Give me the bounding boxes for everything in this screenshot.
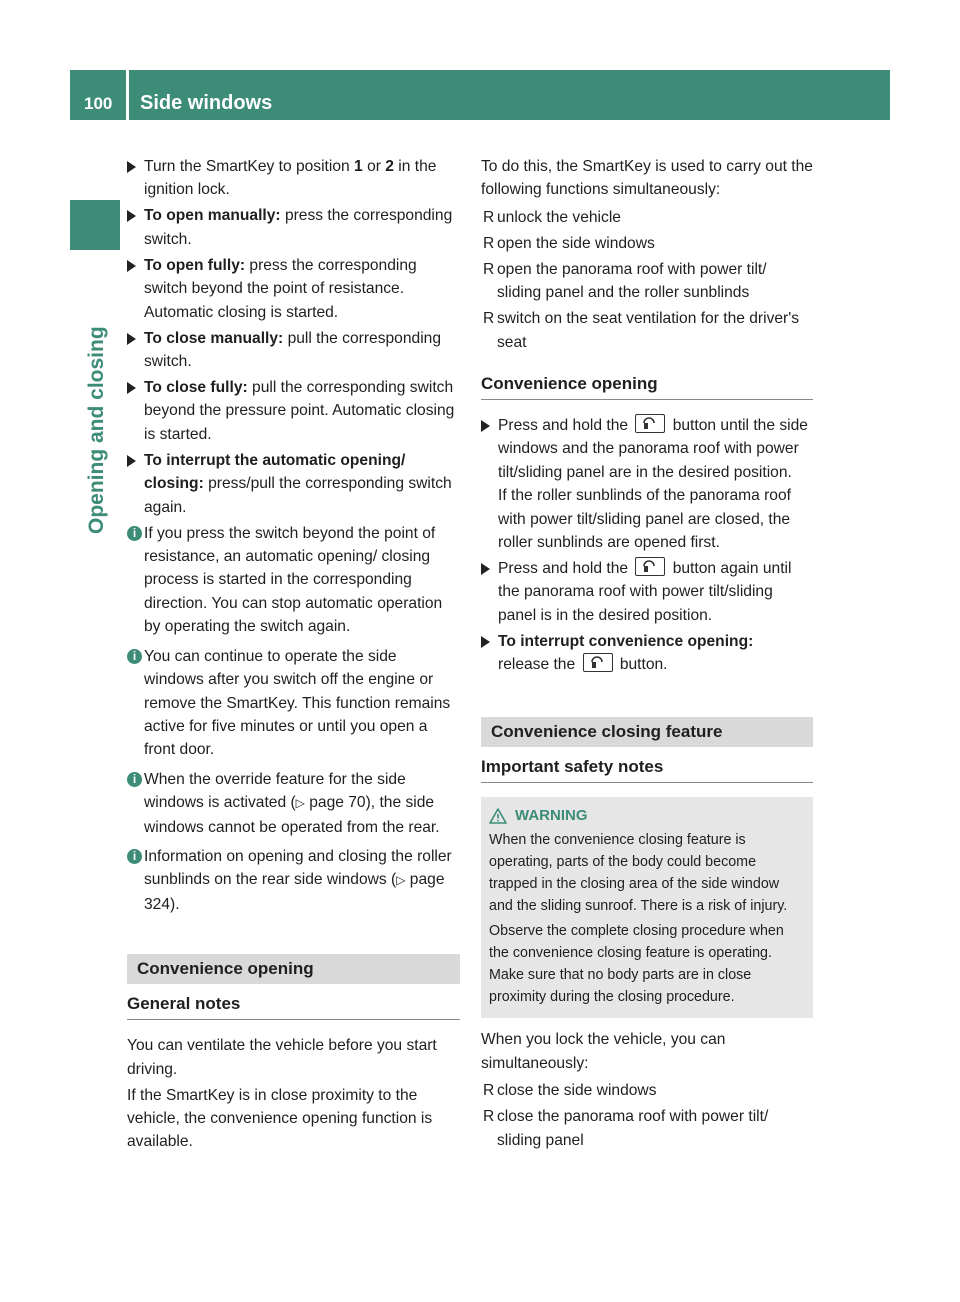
step-arrow-icon <box>127 260 136 272</box>
list-item: R open the panorama roof with power tilt/ sliding panel and the roller sunblinds <box>481 258 813 305</box>
sub-heading: Convenience opening <box>481 372 813 400</box>
step-close-manually: To close manually: pull the corresponding switch. <box>127 327 460 374</box>
side-tab-text: Opening and closing <box>85 326 108 534</box>
unlock-button-icon <box>583 653 613 672</box>
paragraph: You can ventilate the vehicle before you start driving. <box>127 1037 437 1078</box>
warning-text: Observe the complete closing procedure when the convenience closing feature is operating. Make sure that no body parts are in close proximity during the closing procedure. <box>489 922 784 1005</box>
sub-heading: General notes <box>127 992 460 1020</box>
info-icon: i <box>127 849 142 864</box>
page-ref-arrow-icon: ▷ <box>396 873 406 888</box>
step-arrow-icon <box>481 636 490 648</box>
section-title: Side windows <box>140 92 273 114</box>
info-note: i You can continue to operate the side windows after you switch off the engine or remove the SmartKey. This function remains active for five minutes or until you open a front door. <box>127 645 460 762</box>
bullet-marker: R <box>483 1082 495 1100</box>
step-press-hold: Press and hold the button until the side windows and the panorama roof with power tilt/sliding panel are in the desired position. If the roller sunblinds of the panorama roof with power tilt/sliding panel are closed, the roller sunblinds are opened first. <box>481 414 813 554</box>
info-note: i When the override feature for the side windows is activated (▷ page 70), the side windows cannot be operated from the rear. <box>127 768 460 839</box>
info-note: i If you press the switch beyond the point of resistance, an automatic opening/ closing process is started in the corresponding direction. You can stop automatic operation by operating the switch again. <box>127 522 460 639</box>
page-ref-arrow-icon: ▷ <box>295 796 305 811</box>
list-item: R close the panorama roof with power tilt/ sliding panel <box>481 1105 813 1152</box>
header-separator <box>126 70 129 120</box>
side-tab-block <box>70 200 120 250</box>
warning-triangle-icon <box>489 808 507 824</box>
bullet-marker: R <box>483 260 495 278</box>
step-arrow-icon <box>127 333 136 345</box>
step-open-manually: To open manually: press the corresponding switch. <box>127 204 460 251</box>
step-press-hold-again: Press and hold the button again until the panorama roof with power tilt/sliding panel is in the desired position. <box>481 557 813 627</box>
step-close-fully: To close fully: pull the corresponding switch beyond the pressure point. Automatic closing is started. <box>127 376 460 446</box>
sub-heading: Important safety notes <box>481 755 813 783</box>
list-item: R unlock the vehicle <box>481 206 813 229</box>
warning-text: When the convenience closing feature is operating, parts of the body could become trapped in the closing area of the side window and the sliding sunroof. There is a risk of injury. <box>489 831 788 914</box>
bullet-marker: R <box>483 234 495 252</box>
info-icon: i <box>127 649 142 664</box>
info-icon: i <box>127 772 142 787</box>
unlock-button-icon <box>635 414 665 433</box>
step-arrow-icon <box>127 382 136 394</box>
step-arrow-icon <box>481 420 490 432</box>
section-heading: Convenience opening <box>127 954 460 984</box>
step-arrow-icon <box>127 455 136 467</box>
left-column <box>127 155 460 1156</box>
step-interrupt: To interrupt the automatic opening/ closing: press/pull the corresponding switch again. <box>127 449 460 519</box>
bullet-list <box>481 1079 813 1152</box>
bullet-marker: R <box>483 1108 495 1126</box>
list-item: R open the side windows <box>481 232 813 255</box>
page-number: 100 <box>84 94 113 113</box>
unlock-button-icon <box>635 557 665 576</box>
step-arrow-icon <box>127 210 136 222</box>
right-column <box>481 155 813 1155</box>
list-item: R close the side windows <box>481 1079 813 1102</box>
step-turn-key: Turn the SmartKey to position 1 or 2 in the ignition lock. <box>127 155 460 202</box>
step-arrow-icon <box>127 161 136 173</box>
paragraph: When you lock the vehicle, you can simultaneously: <box>481 1031 726 1072</box>
step-open-fully: To open fully: press the corresponding switch beyond the point of resistance. Automatic closing is started. <box>127 254 460 324</box>
info-icon: i <box>127 526 142 541</box>
info-note: i Information on opening and closing the roller sunblinds on the rear side windows (▷ page 324). <box>127 845 460 916</box>
bullet-marker: R <box>483 208 495 226</box>
paragraph: To do this, the SmartKey is used to carry out the following functions simultaneously: <box>481 158 813 199</box>
side-tab-label <box>82 326 112 626</box>
warning-box <box>481 797 813 1019</box>
step-arrow-icon <box>481 563 490 575</box>
bullet-marker: R <box>483 310 495 328</box>
section-heading: Convenience closing feature <box>481 717 813 747</box>
step-interrupt-convenience: To interrupt convenience opening: release the button. <box>481 630 813 677</box>
paragraph: If the SmartKey is in close proximity to the vehicle, the convenience opening function is available. <box>127 1086 433 1151</box>
list-item: R switch on the seat ventilation for the driver's seat <box>481 307 813 354</box>
warning-title: WARNING <box>489 805 805 827</box>
bullet-list <box>481 206 813 354</box>
page-ref-link[interactable]: page 70), the side windows cannot be operated from the rear. <box>144 794 440 836</box>
page-ref-link[interactable]: page 324). <box>144 871 445 913</box>
